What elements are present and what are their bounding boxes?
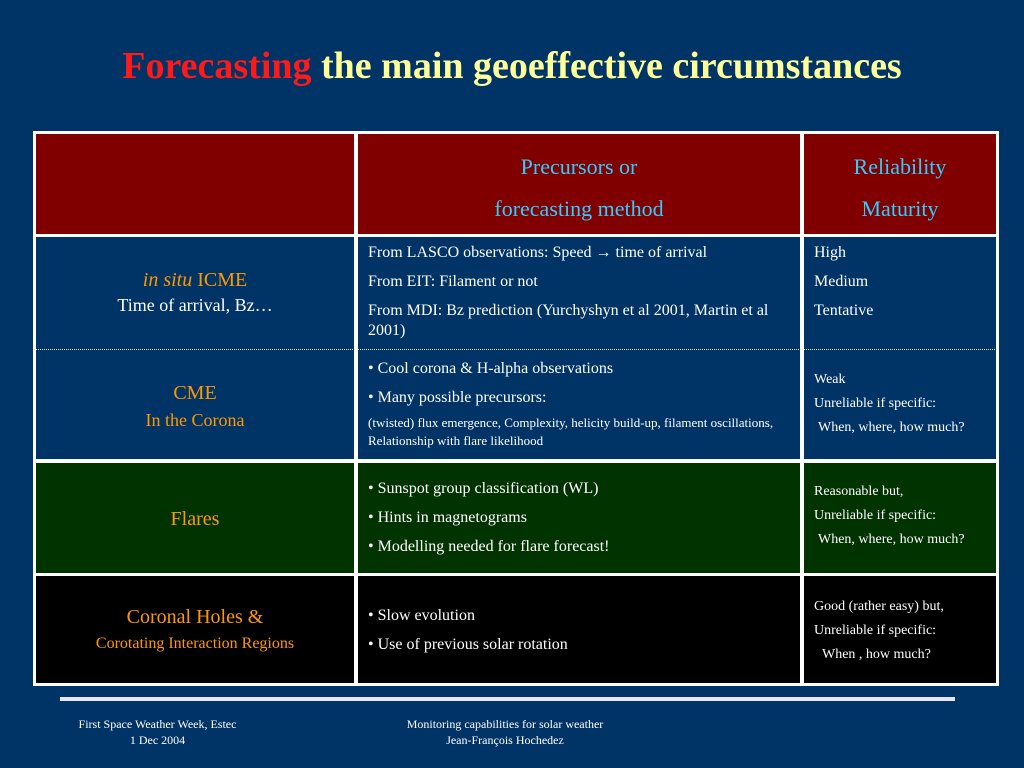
cme-reliability-1: Weak: [814, 372, 846, 387]
footer-center: [355, 716, 655, 748]
coronal-holes-label: Coronal Holes &: [126, 606, 264, 628]
icme-reliability-cell: [804, 237, 996, 349]
header-precursors-line1: Precursors or: [520, 154, 638, 179]
flares-method-1: • Sunspot group classification (WL): [368, 480, 599, 497]
coronal-holes-sublabel: Corotating Interaction Regions: [95, 635, 295, 652]
coronal-holes-method-1: • Slow evolution: [368, 607, 475, 624]
coronal-holes-method-2: • Use of previous solar rotation: [368, 636, 568, 653]
header-reliability-line2: Maturity: [861, 196, 939, 221]
flares-reliability-cell: [804, 463, 996, 573]
coronal-holes-reliability-3: When , how much?: [822, 647, 931, 662]
icme-method-3: From MDI: Bz prediction (Yurchyshyn et al 2001, Martin et al 2001): [368, 302, 769, 339]
header-precursors-line2: forecasting method: [494, 196, 664, 221]
title-rest: the main geoeffective circumstances: [311, 45, 902, 87]
coronal-holes-reliability-1: Good (rather easy) but,: [814, 599, 944, 614]
coronal-holes-label-cell: [36, 576, 354, 683]
icme-sublabel: Time of arrival, Bz…: [117, 295, 273, 315]
footer-event: First Space Weather Week, Estec: [78, 717, 237, 731]
icme-label-rest: ICME: [192, 269, 248, 291]
flares-reliability-3: When, where, how much?: [818, 532, 965, 547]
dotted-divider: [33, 349, 999, 350]
icme-reliability-1: High: [814, 244, 846, 261]
footer-date: 1 Dec 2004: [129, 733, 186, 747]
coronal-holes-reliability-2: Unreliable if specific:: [814, 623, 937, 638]
cme-sublabel: In the Corona: [145, 410, 245, 430]
icme-methods-cell: [358, 237, 800, 349]
cme-reliability-cell: [804, 349, 996, 459]
coronal-holes-methods-cell: [358, 576, 800, 683]
footer-rule: [60, 697, 955, 701]
cme-method-2: • Many possible precursors:: [368, 389, 547, 406]
coronal-holes-reliability-cell: [804, 576, 996, 683]
forecast-table: [33, 131, 999, 686]
cme-method-1: • Cool corona & H-alpha observations: [368, 360, 614, 377]
slide-title: [0, 42, 1024, 90]
icme-reliability-3: Tentative: [814, 302, 874, 319]
header-precursors: [358, 134, 800, 234]
icme-label-italic: in situ: [142, 269, 193, 291]
flares-method-2: • Hints in magnetograms: [368, 509, 527, 526]
icme-method-1: From LASCO observations: Speed → time of arrival: [368, 244, 708, 261]
icme-method-2: From EIT: Filament or not: [368, 273, 538, 290]
footer-author: Jean-François Hochedez: [446, 733, 564, 747]
cme-reliability-2: Unreliable if specific:: [814, 396, 937, 411]
icme-reliability-2: Medium: [814, 273, 869, 290]
flares-label: Flares: [170, 508, 220, 530]
flares-methods-cell: [358, 463, 800, 573]
cme-methods-cell: [358, 349, 800, 459]
icme-label-cell: [36, 237, 354, 349]
flares-method-3: • Modelling needed for flare forecast!: [368, 538, 610, 555]
title-highlight: Forecasting: [122, 45, 312, 87]
flares-label-cell: [36, 463, 354, 573]
header-reliability-line1: Reliability: [853, 154, 947, 179]
header-empty-cell: [36, 134, 354, 234]
footer-left: [40, 716, 275, 748]
cme-reliability-3: When, where, how much?: [818, 420, 965, 435]
cme-methods-note: (twisted) flux emergence, Complexity, helicity build-up, filament oscillations, Relationship with flare likelihood: [368, 415, 774, 448]
header-reliability: [804, 134, 996, 234]
flares-reliability-1: Reasonable but,: [814, 484, 904, 499]
footer-talk-title: Monitoring capabilities for solar weather: [406, 717, 604, 731]
flares-reliability-2: Unreliable if specific:: [814, 508, 937, 523]
cme-label-cell: [36, 349, 354, 459]
cme-label: CME: [173, 382, 217, 404]
icme-label: [36, 267, 354, 293]
